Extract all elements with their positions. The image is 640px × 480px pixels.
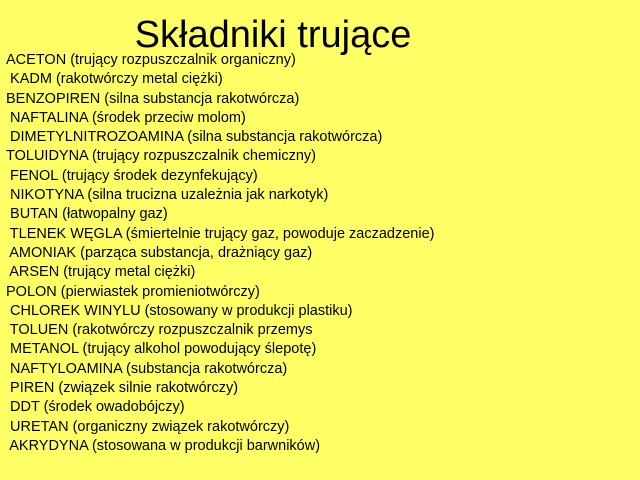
list-item: URETAN (organiczny związek rakotwórczy): [6, 418, 290, 435]
list-item: POLON (pierwiastek promieniotwórczy): [6, 283, 260, 300]
list-item: CHLOREK WINYLU (stosowany w produkcji plastiku): [6, 302, 353, 319]
list-item: DDT (środek owadobójczy): [6, 399, 185, 416]
list-item: ARSEN (trujący metal ciężki): [6, 264, 196, 281]
list-item: TLENEK WĘGLA (śmiertelnie trujący gaz, powoduje zaczadzenie): [6, 225, 435, 242]
list-item: NAFTALINA (środek przeciw molom): [6, 109, 246, 126]
list-item: PIREN (związek silnie rakotwórczy): [6, 380, 239, 397]
list-item: METANOL (trujący alkohol powodujący ślepotę): [6, 341, 317, 358]
list-item: NAFTYLOAMINA (substancja rakotwórcza): [6, 360, 288, 377]
list-item: AKRYDYNA (stosowana w produkcji barwników): [6, 437, 321, 454]
ingredient-list: [6, 51, 434, 456]
list-item: AMONIAK (parząca substancja, drażniący gaz): [6, 244, 313, 261]
list-item: KADM (rakotwórczy metal ciężki): [6, 71, 223, 88]
list-item: TOLUEN (rakotwórczy rozpuszczalnik przemys: [6, 322, 313, 339]
list-item: TOLUIDYNA (trujący rozpuszczalnik chemiczny): [6, 148, 316, 165]
list-item: BUTAN (łatwopalny gaz): [6, 206, 168, 223]
list-item: BENZOPIREN (silna substancja rakotwórcza): [6, 90, 300, 107]
list-item: DIMETYLNITROZOAMINA (silna substancja rakotwórcza): [6, 129, 383, 146]
list-item: ACETON (trujący rozpuszczalnik organiczny): [6, 52, 296, 68]
slide-title: Składniki trujące: [134, 14, 412, 56]
list-item: NIKOTYNA (silna trucizna uzależnia jak narkotyk): [6, 187, 329, 204]
list-item: FENOL (trujący środek dezynfekujący): [6, 167, 258, 184]
